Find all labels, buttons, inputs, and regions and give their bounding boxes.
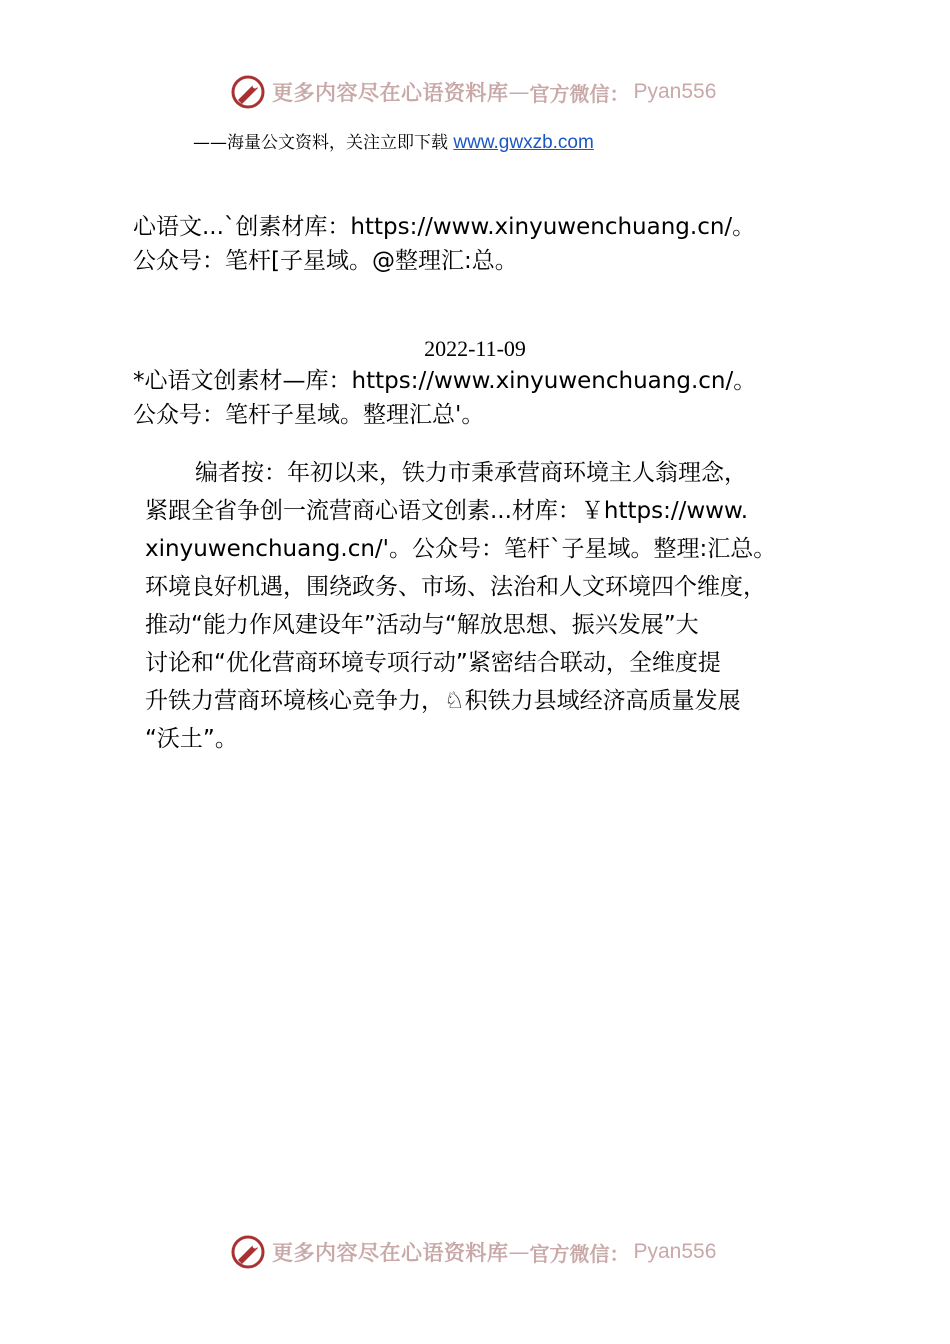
body-line: 编者按：年初以来，铁力市秉承营商环境主人翁理念， (195, 460, 747, 486)
source-note-2-line-2: 公众号：笔杆子星域。整理汇总'。 (133, 402, 485, 428)
body-line: 升铁力营商环境核心竞争力，♘积铁力县域经济高质量发展 (145, 688, 741, 714)
banner-dash: — (508, 1240, 530, 1264)
document-date: 2022-11-09 (424, 336, 526, 361)
footer-banner (230, 1232, 716, 1272)
body-line: 讨论和“优化营商环境专项行动”紧密结合联动，全维度提 (145, 650, 721, 676)
body-line: xinyuwenchuang.cn/'。公众号：笔杆`子星域。整理:汇总。 (145, 536, 777, 562)
banner-wechat-id: Pyan556 (633, 80, 717, 103)
download-subline (193, 128, 594, 154)
banner-wechat-label: 官方微信： (529, 1241, 630, 1266)
subline-text: ——海量公文资料，关注立即下载 (193, 133, 454, 153)
banner-title: 更多内容尽在心语资料库 (272, 1240, 509, 1265)
source-note-1-line-1: 心语文...`创素材库：https://www.xinyuwenchuang.cn/。 (133, 214, 756, 240)
gwxzb-link[interactable]: www.gwxzb.com (453, 132, 594, 153)
source-note-2 (133, 364, 756, 432)
editor-note-paragraph (145, 454, 776, 758)
source-note-2-line-1: *心语文创素材—库：https://www.xinyuwenchuang.cn/。 (133, 368, 757, 394)
body-line: 环境良好机遇，围绕政务、市场、法治和人文环境四个维度， (145, 574, 766, 600)
pen-nib-logo-icon (230, 74, 266, 110)
source-note-1 (133, 210, 755, 278)
banner-title: 更多内容尽在心语资料库 (272, 80, 509, 105)
banner-dash: — (508, 80, 530, 104)
banner-wechat-id: Pyan556 (633, 1240, 717, 1263)
header-banner (230, 72, 716, 112)
body-line: 紧跟全省争创一流营商心语文创素...材库：￥https://www. (145, 498, 749, 524)
source-note-1-line-2: 公众号：笔杆[子星域。@整理汇:总。 (133, 248, 518, 274)
pen-nib-logo-icon (230, 1234, 266, 1270)
banner-wechat-label: 官方微信： (529, 81, 630, 106)
body-line: 推动“能力作风建设年”活动与“解放思想、振兴发展”大 (145, 612, 699, 638)
body-line: “沃土”。 (145, 726, 238, 752)
